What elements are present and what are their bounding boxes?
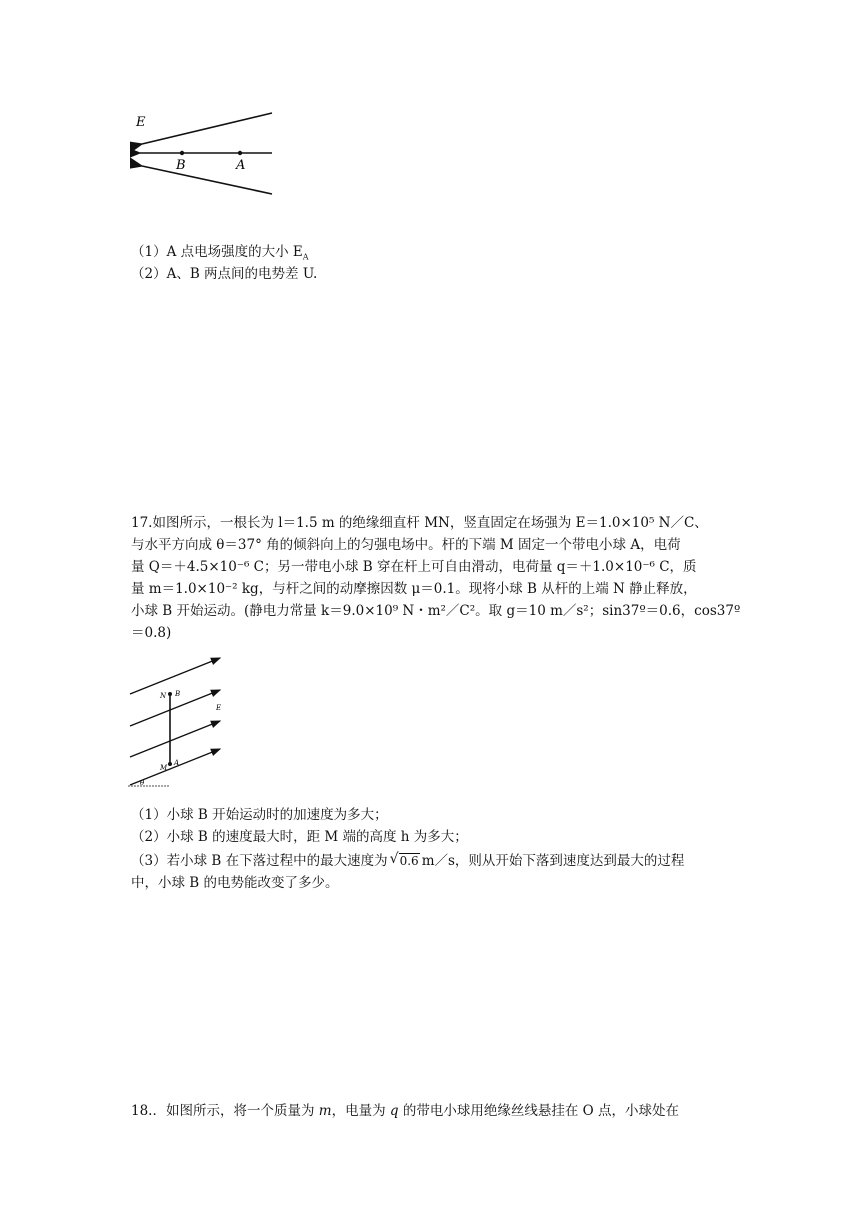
q18-line1 [131,1100,679,1122]
label-a2: A [174,759,180,767]
q16-sub1-text: （1）A 点电场强度的大小 E [131,244,303,260]
figure-rod-in-field [126,654,232,788]
sqrt-radicand: 0.6 [399,854,419,868]
q18-m: m [318,1103,332,1119]
label-theta: θ [140,779,145,787]
q16-sub1-subscript: A [302,252,309,262]
ball-b [168,692,172,696]
q17-sub3-line2: 中，小球 B 的电势能改变了多少。 [131,875,339,891]
q17-line2: 与水平方向成 θ＝37° 角的倾斜向上的匀强电场中。杆的下端 M 固定一个带电小球 A，电荷 [131,537,681,553]
q17-line1: 17.如图所示，一根长为 l＝1.5 m 的绝缘细直杆 MN，竖直固定在场强为 E＝1.0×10⁵ N／C、 [131,515,708,531]
lower-field-line [142,166,272,194]
ball-a [168,762,172,766]
field-line-1 [130,658,220,694]
figure-field-lines [130,108,280,200]
q17-line5: 小球 B 开始运动。(静电力常量 k＝9.0×10⁹ N・m²／C²。取 g＝10 m／s²；sin37º＝0.6，cos37º [131,603,741,619]
label-b: B [176,158,186,173]
label-b2: B [175,690,181,698]
label-e2: E [216,704,222,712]
field-line-3 [130,721,220,757]
q18-mid: ，电量为 [331,1103,390,1119]
q17-line4: 量 m＝1.0×10⁻² kg，与杆之间的动摩擦因数 μ＝0.1。现将小球 B 从杆的上端 N 静止释放， [131,581,697,597]
sqrt-expression [390,850,420,872]
q17-line3: 量 Q＝＋4.5×10⁻⁶ C；另一带电小球 B 穿在杆上可自由滑动，电荷量 q＝＋1.0×10⁻⁶ C，质 [131,559,697,575]
label-n: N [160,692,167,700]
label-m: M [160,764,168,772]
q17-sub3 [131,850,684,872]
point-b [180,151,184,155]
q18-q: q [389,1103,399,1119]
q17-sub1: （1）小球 B 开始运动时的加速度为多大； [131,807,388,823]
q18-suffix: 的带电小球用绝缘丝线悬挂在 O 点，小球处在 [398,1103,679,1119]
q17-sub3-prefix: （3）若小球 B 在下落过程中的最大速度为 [131,853,388,869]
point-a [238,151,242,155]
q17-sub3-suffix: m／s，则从开始下落到速度达到最大的过程 [421,853,685,869]
q17-sub2: （2）小球 B 的速度最大时，距 M 端的高度 h 为多大； [131,829,468,845]
q18-prefix: 18.．如图所示，将一个质量为 [131,1103,319,1119]
label-a: A [236,158,246,173]
sqrt-sign-icon: √ [389,851,399,867]
upper-field-line [142,113,272,144]
q16-sub2: （2）A、B 两点间的电势差 U. [131,266,318,282]
label-e: E [136,115,146,130]
q17-line6: ＝0.8) [131,625,172,641]
